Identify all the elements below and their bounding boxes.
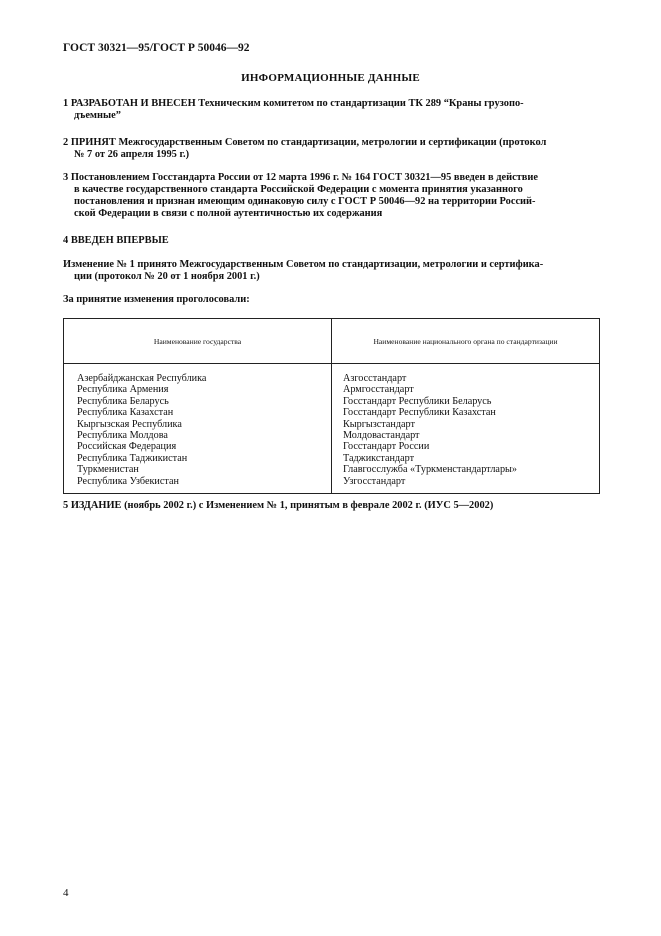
document-code-header: ГОСТ 30321—95/ГОСТ Р 50046—92 xyxy=(63,42,250,54)
section-title: ИНФОРМАЦИОННЫЕ ДАННЫЕ xyxy=(241,72,420,84)
national-body-name: Госстандарт России xyxy=(343,441,430,453)
item-number: 5 xyxy=(63,500,69,511)
state-name: Республика Беларусь xyxy=(77,395,169,407)
voted-label: За принятие изменения проголосовали: xyxy=(63,294,250,305)
state-name: Российская Федерация xyxy=(77,441,177,453)
page-number: 4 xyxy=(63,887,69,899)
national-body-name: Госстандарт Республики Казахстан xyxy=(343,407,496,419)
states-column xyxy=(64,364,332,494)
item-text-line: Постановлением Госстандарта России от 12 марта 1996 г. № 164 ГОСТ 30321—95 введен в действие xyxy=(70,172,538,183)
info-item-1 xyxy=(63,98,600,122)
item-text-line: ВВЕДЕН ВПЕРВЫЕ xyxy=(70,235,169,246)
item-text-line: постановления и признан имеющим одинаковую силу с ГОСТ Р 50046—92 на территории Россий- xyxy=(74,196,536,207)
item-text-line: ПРИНЯТ Межгосударственным Советом по стандартизации, метрологии и сертификации (протокол xyxy=(70,137,547,148)
info-item-2 xyxy=(63,137,600,161)
national-body-name: Таджикстандарт xyxy=(343,452,415,464)
item-number: 3 xyxy=(63,172,69,183)
national-body-name: Молдовастандарт xyxy=(343,430,420,442)
table-row xyxy=(64,364,600,494)
national-body-name: Кыргызстандарт xyxy=(343,418,415,430)
votes-table xyxy=(63,318,600,494)
header-state: Наименование государства xyxy=(64,319,332,364)
info-item-5-edition xyxy=(63,500,600,512)
item-number: 1 xyxy=(63,98,69,109)
info-item-3 xyxy=(63,172,600,220)
state-name: Республика Армения xyxy=(77,384,169,396)
amendment-note xyxy=(63,259,600,283)
state-name: Туркменистан xyxy=(77,464,139,476)
table-header-row xyxy=(64,319,600,364)
state-name: Республика Казахстан xyxy=(77,407,174,419)
item-text-line: № 7 от 26 апреля 1995 г.) xyxy=(74,149,190,160)
edition-text: ИЗДАНИЕ (ноябрь 2002 г.) с Изменением № 1, принятым в феврале 2002 г. (ИУС 5—2002) xyxy=(70,500,494,511)
state-name: Республика Молдова xyxy=(77,430,168,442)
info-item-4 xyxy=(63,235,600,247)
item-text-line: дъемные” xyxy=(74,110,121,121)
item-text-line: ской Федерации в связи с полной аутентичностью их содержания xyxy=(74,208,383,219)
national-body-name: Армгосстандарт xyxy=(343,384,414,396)
amendment-line: Изменение № 1 принято Межгосударственным Советом по стандартизации, метрологии и сертифика- xyxy=(63,259,544,270)
state-name: Республика Узбекистан xyxy=(77,475,179,487)
item-number: 2 xyxy=(63,137,69,148)
item-number: 4 xyxy=(63,235,69,246)
national-body-name: Узгосстандарт xyxy=(343,475,406,487)
national-body-name: Азгосстандарт xyxy=(343,373,407,384)
item-text-line: РАЗРАБОТАН И ВНЕСЕН Техническим комитетом по стандартизации ТК 289 “Краны грузопо- xyxy=(70,98,524,109)
national-body-name: Госстандарт Республики Беларусь xyxy=(343,395,492,407)
amendment-line: ции (протокол № 20 от 1 ноября 2001 г.) xyxy=(74,271,260,282)
state-name: Азербайджанская Республика xyxy=(77,373,207,384)
state-name: Республика Таджикистан xyxy=(77,452,188,464)
national-body-name: Главгосслужба «Туркменстандартлары» xyxy=(343,464,517,476)
bodies-column xyxy=(332,364,600,494)
item-text-line: в качестве государственного стандарта Российской Федерации с момента принятия указанного xyxy=(74,184,523,195)
state-name: Кыргызская Республика xyxy=(77,418,182,430)
header-national-body: Наименование национального органа по стандартизации xyxy=(332,319,600,364)
